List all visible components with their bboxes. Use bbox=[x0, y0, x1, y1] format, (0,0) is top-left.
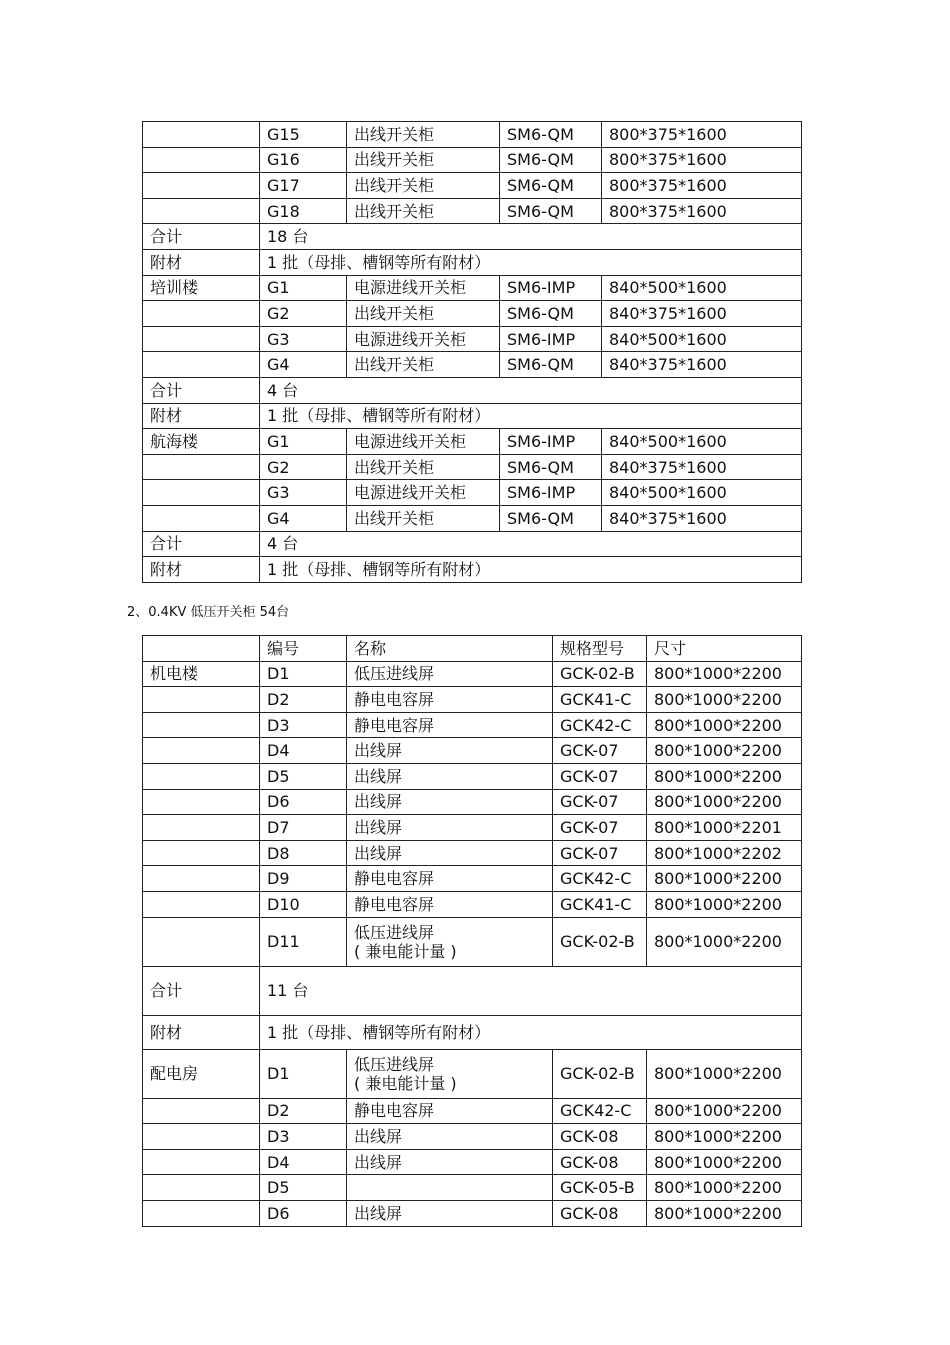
code-cell: G18 bbox=[260, 198, 347, 224]
model-cell: GCK-07 bbox=[553, 763, 647, 789]
table-row bbox=[143, 275, 802, 301]
code-cell: D7 bbox=[260, 815, 347, 841]
table-row bbox=[143, 1149, 802, 1175]
model-cell: SM6-QM bbox=[500, 173, 602, 199]
size-cell: 800*1000*2200 bbox=[647, 763, 802, 789]
name-cell: 静电电容屏 bbox=[347, 712, 553, 738]
code-cell: D6 bbox=[260, 789, 347, 815]
code-cell: D1 bbox=[260, 1049, 347, 1098]
table-row bbox=[143, 1098, 802, 1124]
table-row bbox=[143, 1175, 802, 1201]
code-cell: G4 bbox=[260, 505, 347, 531]
size-cell: 800*1000*2201 bbox=[647, 815, 802, 841]
code-cell: D6 bbox=[260, 1200, 347, 1226]
table-row bbox=[143, 738, 802, 764]
summary-value: 1 批（母排、槽钢等所有附材） bbox=[260, 403, 802, 429]
table-row bbox=[143, 1049, 802, 1098]
summary-value: 11 台 bbox=[260, 966, 802, 1015]
model-cell: GCK-08 bbox=[553, 1200, 647, 1226]
building-cell bbox=[143, 301, 260, 327]
code-cell: G3 bbox=[260, 326, 347, 352]
code-cell: G15 bbox=[260, 122, 347, 148]
lv-switchgear-table-body bbox=[143, 661, 802, 1226]
name-cell: 出线开关柜 bbox=[347, 301, 500, 327]
building-cell bbox=[143, 1175, 260, 1201]
name-cell: 静电电容屏 bbox=[347, 1098, 553, 1124]
size-cell: 840*375*1600 bbox=[602, 505, 802, 531]
size-cell: 840*375*1600 bbox=[602, 352, 802, 378]
code-cell: G1 bbox=[260, 429, 347, 455]
model-cell: SM6-QM bbox=[500, 301, 602, 327]
size-cell: 800*1000*2202 bbox=[647, 840, 802, 866]
name-cell bbox=[347, 1049, 553, 1098]
size-cell: 800*375*1600 bbox=[602, 173, 802, 199]
name-cell: 出线开关柜 bbox=[347, 352, 500, 378]
summary-label: 合计 bbox=[143, 377, 260, 403]
summary-value: 4 台 bbox=[260, 377, 802, 403]
model-cell: SM6-IMP bbox=[500, 275, 602, 301]
building-cell bbox=[143, 891, 260, 917]
model-cell: GCK-05-B bbox=[553, 1175, 647, 1201]
size-cell: 800*1000*2200 bbox=[647, 661, 802, 687]
code-cell: G17 bbox=[260, 173, 347, 199]
table-row bbox=[143, 122, 802, 148]
size-cell: 840*375*1600 bbox=[602, 454, 802, 480]
name-cell: 静电电容屏 bbox=[347, 687, 553, 713]
name-cell: 出线屏 bbox=[347, 763, 553, 789]
name-cell: 出线屏 bbox=[347, 1200, 553, 1226]
name-cell: 出线开关柜 bbox=[347, 147, 500, 173]
table-row bbox=[143, 301, 802, 327]
model-cell: SM6-QM bbox=[500, 505, 602, 531]
model-cell: GCK41-C bbox=[553, 687, 647, 713]
building-cell bbox=[143, 1124, 260, 1150]
code-cell: G2 bbox=[260, 454, 347, 480]
name-line-1: 低压进线屏 bbox=[354, 922, 435, 942]
size-cell: 800*1000*2200 bbox=[647, 1124, 802, 1150]
header-building bbox=[143, 636, 260, 662]
summary-label: 附材 bbox=[143, 249, 260, 275]
code-cell: D4 bbox=[260, 1149, 347, 1175]
building-cell: 航海楼 bbox=[143, 429, 260, 455]
table-row bbox=[143, 661, 802, 687]
header-size: 尺寸 bbox=[647, 636, 802, 662]
code-cell: D3 bbox=[260, 712, 347, 738]
building-cell bbox=[143, 454, 260, 480]
code-cell: D2 bbox=[260, 1098, 347, 1124]
building-cell bbox=[143, 840, 260, 866]
model-cell: GCK-02-B bbox=[553, 1049, 647, 1098]
building-cell bbox=[143, 687, 260, 713]
building-cell bbox=[143, 198, 260, 224]
code-cell: D3 bbox=[260, 1124, 347, 1150]
building-cell: 机电楼 bbox=[143, 661, 260, 687]
code-cell: D1 bbox=[260, 661, 347, 687]
size-cell: 800*1000*2200 bbox=[647, 1049, 802, 1098]
table-row bbox=[143, 480, 802, 506]
table-row bbox=[143, 352, 802, 378]
code-cell: D5 bbox=[260, 1175, 347, 1201]
model-cell: SM6-QM bbox=[500, 352, 602, 378]
size-cell: 800*375*1600 bbox=[602, 147, 802, 173]
building-cell: 培训楼 bbox=[143, 275, 260, 301]
header-code: 编号 bbox=[260, 636, 347, 662]
name-cell: 出线开关柜 bbox=[347, 173, 500, 199]
model-cell: SM6-IMP bbox=[500, 480, 602, 506]
table-row bbox=[143, 326, 802, 352]
name-cell: 电源进线开关柜 bbox=[347, 429, 500, 455]
summary-row bbox=[143, 531, 802, 557]
building-cell bbox=[143, 712, 260, 738]
code-cell: D9 bbox=[260, 866, 347, 892]
summary-row bbox=[143, 1015, 802, 1049]
name-cell: 出线开关柜 bbox=[347, 505, 500, 531]
model-cell: GCK-08 bbox=[553, 1124, 647, 1150]
size-cell: 800*1000*2200 bbox=[647, 1098, 802, 1124]
name-cell: 低压进线屏 bbox=[347, 661, 553, 687]
table-row bbox=[143, 454, 802, 480]
summary-value: 1 批（母排、槽钢等所有附材） bbox=[260, 249, 802, 275]
model-cell: SM6-IMP bbox=[500, 429, 602, 455]
size-cell: 800*1000*2200 bbox=[647, 687, 802, 713]
name-line-2: ( 兼电能计量 ) bbox=[354, 941, 457, 961]
code-cell: D2 bbox=[260, 687, 347, 713]
size-cell: 840*375*1600 bbox=[602, 301, 802, 327]
name-line-2: ( 兼电能计量 ) bbox=[354, 1073, 457, 1093]
summary-row bbox=[143, 557, 802, 583]
table-row bbox=[143, 198, 802, 224]
size-cell: 800*1000*2200 bbox=[647, 712, 802, 738]
name-cell: 电源进线开关柜 bbox=[347, 275, 500, 301]
model-cell: GCK-02-B bbox=[553, 661, 647, 687]
model-cell: GCK-07 bbox=[553, 840, 647, 866]
name-cell bbox=[347, 1175, 553, 1201]
summary-row bbox=[143, 966, 802, 1015]
building-cell bbox=[143, 866, 260, 892]
summary-label: 合计 bbox=[143, 966, 260, 1015]
name-cell: 出线开关柜 bbox=[347, 198, 500, 224]
lv-switchgear-table bbox=[142, 635, 802, 1227]
section-heading: 2、0.4KV 低压开关柜 54台 bbox=[127, 605, 290, 620]
hv-switchgear-table-body bbox=[143, 122, 802, 583]
code-cell: D8 bbox=[260, 840, 347, 866]
building-cell bbox=[143, 1098, 260, 1124]
building-cell bbox=[143, 122, 260, 148]
name-cell: 电源进线开关柜 bbox=[347, 326, 500, 352]
name-cell bbox=[347, 917, 553, 966]
table-row bbox=[143, 1200, 802, 1226]
table-row bbox=[143, 917, 802, 966]
summary-label: 合计 bbox=[143, 531, 260, 557]
model-cell: GCK-02-B bbox=[553, 917, 647, 966]
size-cell: 840*500*1600 bbox=[602, 326, 802, 352]
table-row bbox=[143, 866, 802, 892]
table-row bbox=[143, 429, 802, 455]
code-cell: D10 bbox=[260, 891, 347, 917]
header-model: 规格型号 bbox=[553, 636, 647, 662]
size-cell: 800*375*1600 bbox=[602, 198, 802, 224]
building-cell bbox=[143, 738, 260, 764]
model-cell: GCK-07 bbox=[553, 815, 647, 841]
name-cell: 出线屏 bbox=[347, 840, 553, 866]
name-cell: 静电电容屏 bbox=[347, 891, 553, 917]
code-cell: D11 bbox=[260, 917, 347, 966]
code-cell: G16 bbox=[260, 147, 347, 173]
table-header-row bbox=[143, 636, 802, 662]
model-cell: GCK42-C bbox=[553, 866, 647, 892]
name-line-1: 低压进线屏 bbox=[354, 1054, 435, 1074]
model-cell: GCK-07 bbox=[553, 738, 647, 764]
size-cell: 840*500*1600 bbox=[602, 275, 802, 301]
size-cell: 800*1000*2200 bbox=[647, 789, 802, 815]
summary-row bbox=[143, 249, 802, 275]
name-cell: 出线屏 bbox=[347, 815, 553, 841]
size-cell: 840*500*1600 bbox=[602, 480, 802, 506]
size-cell: 800*1000*2200 bbox=[647, 917, 802, 966]
table-row bbox=[143, 840, 802, 866]
code-cell: G3 bbox=[260, 480, 347, 506]
summary-row bbox=[143, 224, 802, 250]
size-cell: 800*1000*2200 bbox=[647, 1175, 802, 1201]
code-cell: G4 bbox=[260, 352, 347, 378]
building-cell bbox=[143, 173, 260, 199]
building-cell bbox=[143, 1200, 260, 1226]
table-row bbox=[143, 815, 802, 841]
building-cell: 配电房 bbox=[143, 1049, 260, 1098]
code-cell: D5 bbox=[260, 763, 347, 789]
building-cell bbox=[143, 147, 260, 173]
name-cell: 电源进线开关柜 bbox=[347, 480, 500, 506]
size-cell: 800*1000*2200 bbox=[647, 738, 802, 764]
name-cell: 出线屏 bbox=[347, 738, 553, 764]
name-cell: 出线开关柜 bbox=[347, 122, 500, 148]
table-row bbox=[143, 789, 802, 815]
summary-row bbox=[143, 377, 802, 403]
model-cell: SM6-QM bbox=[500, 147, 602, 173]
code-cell: G1 bbox=[260, 275, 347, 301]
model-cell: SM6-QM bbox=[500, 122, 602, 148]
code-cell: G2 bbox=[260, 301, 347, 327]
name-cell: 出线开关柜 bbox=[347, 454, 500, 480]
summary-value: 18 台 bbox=[260, 224, 802, 250]
name-cell: 静电电容屏 bbox=[347, 866, 553, 892]
building-cell bbox=[143, 505, 260, 531]
name-cell: 出线屏 bbox=[347, 789, 553, 815]
table-row bbox=[143, 147, 802, 173]
building-cell bbox=[143, 1149, 260, 1175]
model-cell: GCK-08 bbox=[553, 1149, 647, 1175]
size-cell: 800*1000*2200 bbox=[647, 1200, 802, 1226]
summary-value: 1 批（母排、槽钢等所有附材） bbox=[260, 557, 802, 583]
name-cell: 出线屏 bbox=[347, 1149, 553, 1175]
summary-label: 附材 bbox=[143, 1015, 260, 1049]
model-cell: SM6-QM bbox=[500, 198, 602, 224]
building-cell bbox=[143, 917, 260, 966]
summary-label: 附材 bbox=[143, 403, 260, 429]
building-cell bbox=[143, 815, 260, 841]
model-cell: GCK-07 bbox=[553, 789, 647, 815]
size-cell: 840*500*1600 bbox=[602, 429, 802, 455]
building-cell bbox=[143, 480, 260, 506]
name-cell: 出线屏 bbox=[347, 1124, 553, 1150]
table-row bbox=[143, 687, 802, 713]
summary-value: 4 台 bbox=[260, 531, 802, 557]
model-cell: GCK41-C bbox=[553, 891, 647, 917]
building-cell bbox=[143, 789, 260, 815]
building-cell bbox=[143, 763, 260, 789]
model-cell: GCK42-C bbox=[553, 712, 647, 738]
building-cell bbox=[143, 326, 260, 352]
summary-label: 附材 bbox=[143, 557, 260, 583]
hv-switchgear-table bbox=[142, 121, 802, 583]
model-cell: SM6-IMP bbox=[500, 326, 602, 352]
size-cell: 800*375*1600 bbox=[602, 122, 802, 148]
table-row bbox=[143, 891, 802, 917]
table-row bbox=[143, 712, 802, 738]
table-row bbox=[143, 173, 802, 199]
size-cell: 800*1000*2200 bbox=[647, 891, 802, 917]
building-cell bbox=[143, 352, 260, 378]
size-cell: 800*1000*2200 bbox=[647, 866, 802, 892]
summary-row bbox=[143, 403, 802, 429]
header-name: 名称 bbox=[347, 636, 553, 662]
summary-value: 1 批（母排、槽钢等所有附材） bbox=[260, 1015, 802, 1049]
code-cell: D4 bbox=[260, 738, 347, 764]
table-row bbox=[143, 763, 802, 789]
table-row bbox=[143, 1124, 802, 1150]
table-row bbox=[143, 505, 802, 531]
model-cell: GCK42-C bbox=[553, 1098, 647, 1124]
model-cell: SM6-QM bbox=[500, 454, 602, 480]
summary-label: 合计 bbox=[143, 224, 260, 250]
size-cell: 800*1000*2200 bbox=[647, 1149, 802, 1175]
